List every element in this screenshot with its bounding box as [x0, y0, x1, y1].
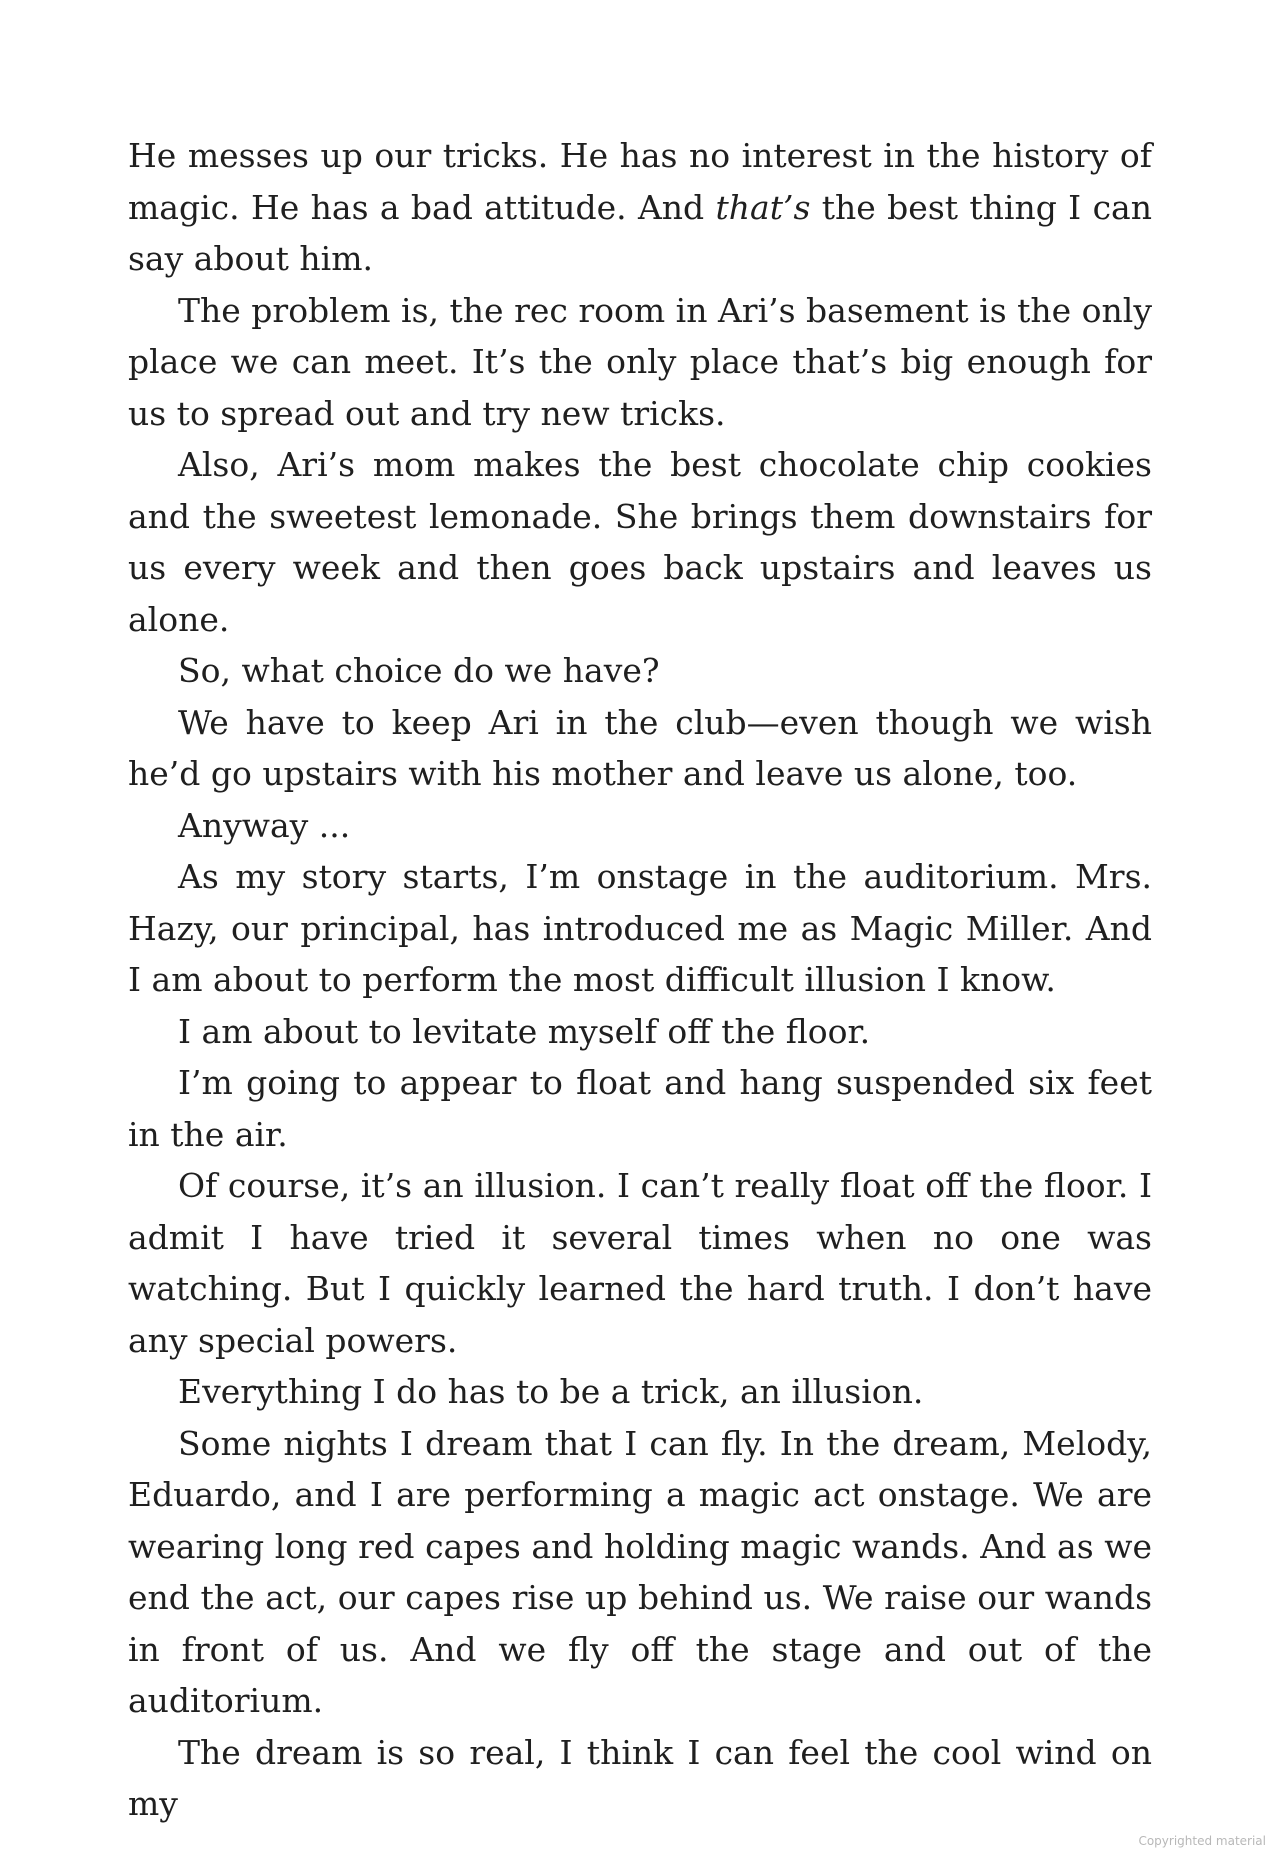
body-paragraph	[128, 1727, 1152, 1830]
body-paragraph	[128, 439, 1152, 645]
emphasized-text: that’s	[715, 187, 811, 227]
paragraph-text: the best thing I can say about him.	[128, 187, 1152, 278]
paragraph-text: So, what choice do we have?	[178, 651, 660, 690]
body-paragraph	[128, 1366, 1152, 1418]
body-paragraph	[128, 1160, 1152, 1366]
paragraph-text: Anyway ...	[178, 805, 351, 845]
paragraph-text: I am about to levitate myself off the floor.	[178, 1011, 871, 1051]
book-page-body	[128, 130, 1152, 1830]
body-paragraph	[128, 645, 1152, 697]
body-paragraph	[128, 130, 1152, 285]
paragraph-text: Everything I do has to be a trick, an illusion.	[178, 1372, 924, 1411]
paragraph-text: The problem is, the rec room in Ari’s basement is the only place we can meet. It’s the only place that’s big enough for us to spread out and try new tricks.	[128, 290, 1152, 433]
paragraph-text: The dream is so real, I think I can feel the cool wind on my	[128, 1732, 1152, 1823]
body-paragraph	[128, 697, 1152, 800]
paragraph-text: I’m going to appear to float and hang suspended six feet in the air.	[128, 1063, 1152, 1154]
paragraph-text: Some nights I dream that I can fly. In the dream, Melody, Eduardo, and I are performing a magic act onstage. We are wearing long red capes and holding magic wands. And as we end the act, our capes rise up behind us. We raise our wands in front of us. And we fly off the stage and out of the auditorium.	[128, 1423, 1152, 1720]
copyright-watermark: Copyrighted material	[1138, 1834, 1266, 1848]
body-paragraph	[128, 851, 1152, 1006]
body-paragraph	[128, 1006, 1152, 1058]
paragraph-text: He messes up our tricks. He has no interest in the history of magic. He has a bad attitude. And	[128, 136, 1152, 227]
paragraph-text: As my story starts, I’m onstage in the auditorium. Mrs. Hazy, our principal, has introduced me as Magic Miller. And I am about to perform the most difficult illusion I know.	[128, 857, 1152, 999]
body-paragraph	[128, 1418, 1152, 1727]
body-paragraph	[128, 285, 1152, 440]
body-paragraph	[128, 1057, 1152, 1160]
paragraph-text: Of course, it’s an illusion. I can’t really float off the floor. I admit I have tried it several times when no one was watching. But I quickly learned the hard truth. I don’t have any special powers.	[128, 1166, 1152, 1360]
paragraph-text: Also, Ari’s mom makes the best chocolate chip cookies and the sweetest lemonade. She brings them downstairs for us every week and then goes back upstairs and leaves us alone.	[128, 445, 1152, 639]
body-paragraph	[128, 800, 1152, 852]
paragraph-text: We have to keep Ari in the club—even though we wish he’d go upstairs with his mother and leave us alone, too.	[128, 702, 1152, 793]
